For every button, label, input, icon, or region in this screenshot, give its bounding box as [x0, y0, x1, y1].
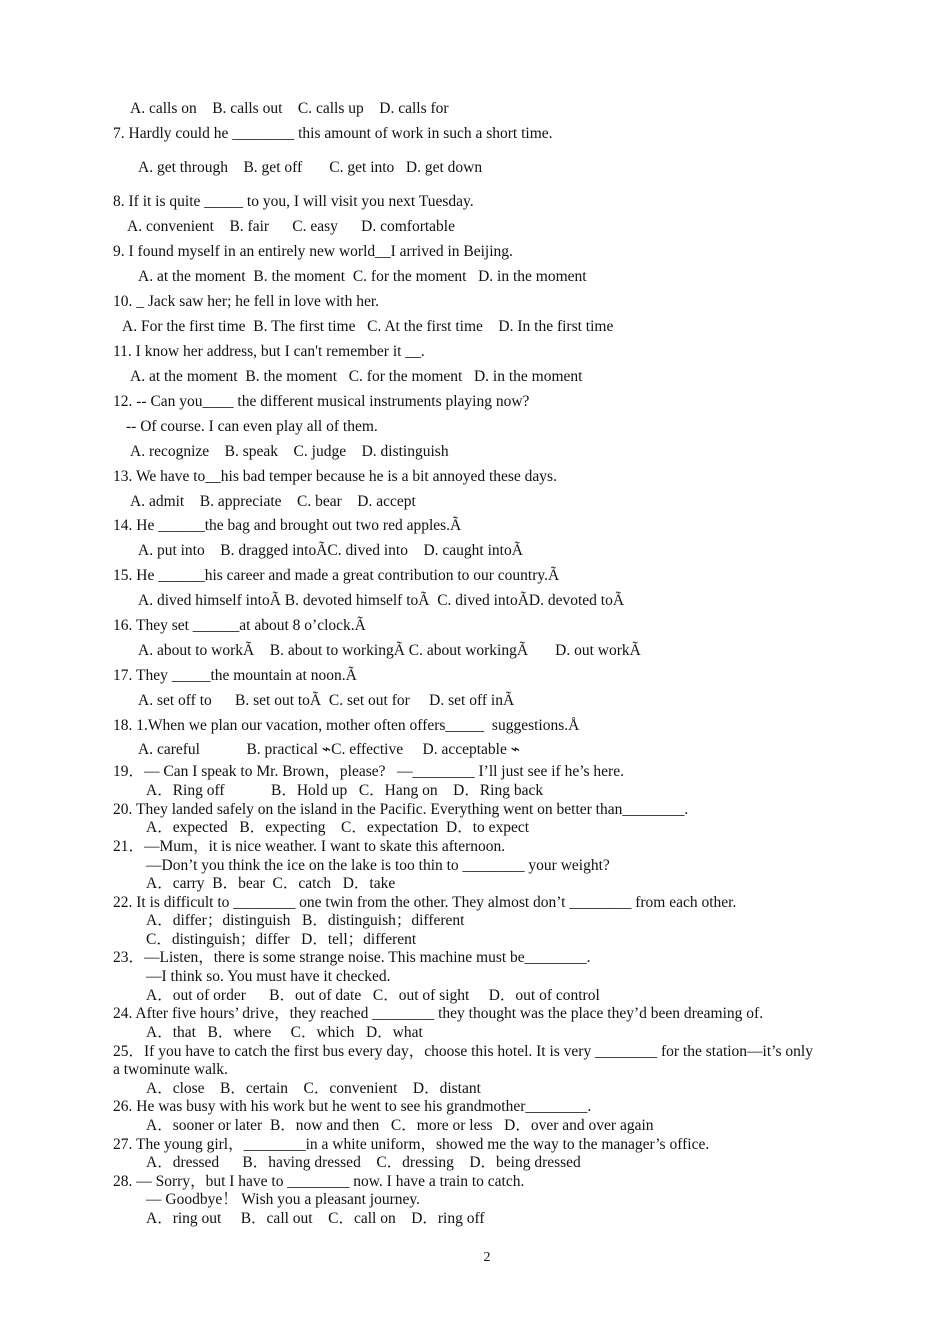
- text-line: 20. They landed safely on the island in the Pacific. Everything went on better than________.: [113, 801, 689, 818]
- text-line: A. admit B. appreciate C. bear D. accept: [130, 493, 416, 510]
- text-line: 28. — Sorry，but I have to ________ now. I have a train to catch.: [113, 1173, 525, 1190]
- text-line: 27. The young girl，________in a white uniform，showed me the way to the manager’s office.: [113, 1136, 710, 1153]
- page-number: 2: [483, 1250, 491, 1265]
- text-line: 19．— Can I speak to Mr. Brown，please? —________ I’ll just see if he’s here.: [113, 763, 624, 780]
- text-line: -- Of course. I can even play all of them.: [126, 418, 378, 435]
- text-line: A. dived himself intoÃ B. devoted himself toÃ C. dived intoÃD. devoted toÃ: [138, 592, 625, 609]
- text-line: A．Ring off B．Hold up C．Hang on D．Ring back: [146, 782, 544, 799]
- text-line: 24. After five hours’ drive，they reached ________ they thought was the place they’d been dreaming of.: [113, 1005, 764, 1022]
- text-line: A. at the moment B. the moment C. for the moment D. in the moment: [130, 368, 583, 385]
- text-line: 26. He was busy with his work but he went to see his grandmother________.: [113, 1098, 592, 1115]
- text-line: 9. I found myself in an entirely new world__I arrived in Beijing.: [113, 243, 513, 260]
- text-line: —Don’t you think the ice on the lake is too thin to ________ your weight?: [146, 857, 610, 874]
- text-line: —I think so. You must have it checked.: [146, 968, 391, 985]
- text-line: A．sooner or later B．now and then C．more or less D．over and over again: [146, 1117, 654, 1134]
- text-line: 11. I know her address, but I can't remember it __.: [113, 343, 425, 360]
- text-line: A．close B．certain C．convenient D．distant: [146, 1080, 481, 1097]
- text-line: A．that B．where C．which D．what: [146, 1024, 423, 1041]
- text-line: 16. They set ______at about 8 o’clock.Ã: [113, 617, 366, 634]
- text-line: A．carry B．bear C．catch D．take: [146, 875, 396, 892]
- text-line: A. For the first time B. The first time C. At the first time D. In the first time: [122, 318, 614, 335]
- text-line: A．expected B．expecting C．expectation D．to expect: [146, 819, 530, 836]
- text-line: 22. It is difficult to ________ one twin from the other. They almost don’t ________ from each other.: [113, 894, 737, 911]
- text-line: a twominute walk.: [113, 1061, 228, 1078]
- text-line: 12. -- Can you____ the different musical instruments playing now?: [113, 393, 530, 410]
- text-line: — Goodbye！ Wish you a pleasant journey.: [146, 1191, 421, 1208]
- text-line: 8. If it is quite _____ to you, I will visit you next Tuesday.: [113, 193, 474, 210]
- text-line: A．out of order B．out of date C．out of sight D．out of control: [146, 987, 600, 1004]
- text-line: 15. He ______his career and made a great contribution to our country.Ã: [113, 567, 560, 584]
- text-line: A. put into B. dragged intoÃC. dived into D. caught intoÃ: [138, 542, 523, 559]
- text-line: A．differ；distinguish B．distinguish；different: [146, 912, 465, 929]
- text-line: 23．—Listen，there is some strange noise. This machine must be________.: [113, 949, 591, 966]
- text-line: A．ring out B．call out C．call on D．ring off: [146, 1210, 485, 1227]
- text-line: A．dressed B．having dressed C．dressing D．being dressed: [146, 1154, 581, 1171]
- text-line: A. careful B. practical ⌁C. effective D. acceptable ⌁: [138, 741, 521, 758]
- text-line: 17. They _____the mountain at noon.Ã: [113, 667, 357, 684]
- text-line: A. at the moment B. the moment C. for the moment D. in the moment: [138, 268, 587, 285]
- text-line: 7. Hardly could he ________ this amount of work in such a short time.: [113, 125, 553, 142]
- text-line: A. about to workÃ B. about to workingÃ C. about workingÃ D. out workÃ: [138, 642, 641, 659]
- text-line: 13. We have to__his bad temper because he is a bit annoyed these days.: [113, 468, 557, 485]
- text-line: 21．—Mum，it is nice weather. I want to skate this afternoon.: [113, 838, 506, 855]
- text-line: A. calls on B. calls out C. calls up D. calls for: [130, 100, 449, 117]
- text-line: C．distinguish；differ D．tell；different: [146, 931, 417, 948]
- text-line: 10. _ Jack saw her; he fell in love with her.: [113, 293, 380, 310]
- text-line: A. recognize B. speak C. judge D. distinguish: [130, 443, 449, 460]
- text-line: 25．If you have to catch the first bus every day，choose this hotel. It is very ________ for the station—it’s only: [113, 1043, 813, 1060]
- text-line: A. set off to B. set out toÃ C. set out for D. set off inÃ: [138, 692, 515, 709]
- text-line: 14. He ______the bag and brought out two red apples.Ã: [113, 517, 462, 534]
- text-line: A. convenient B. fair C. easy D. comfortable: [127, 218, 455, 235]
- text-line: 18. 1.When we plan our vacation, mother often offers_____ suggestions.Å: [113, 717, 580, 734]
- text-line: A. get through B. get off C. get into D. get down: [138, 159, 483, 176]
